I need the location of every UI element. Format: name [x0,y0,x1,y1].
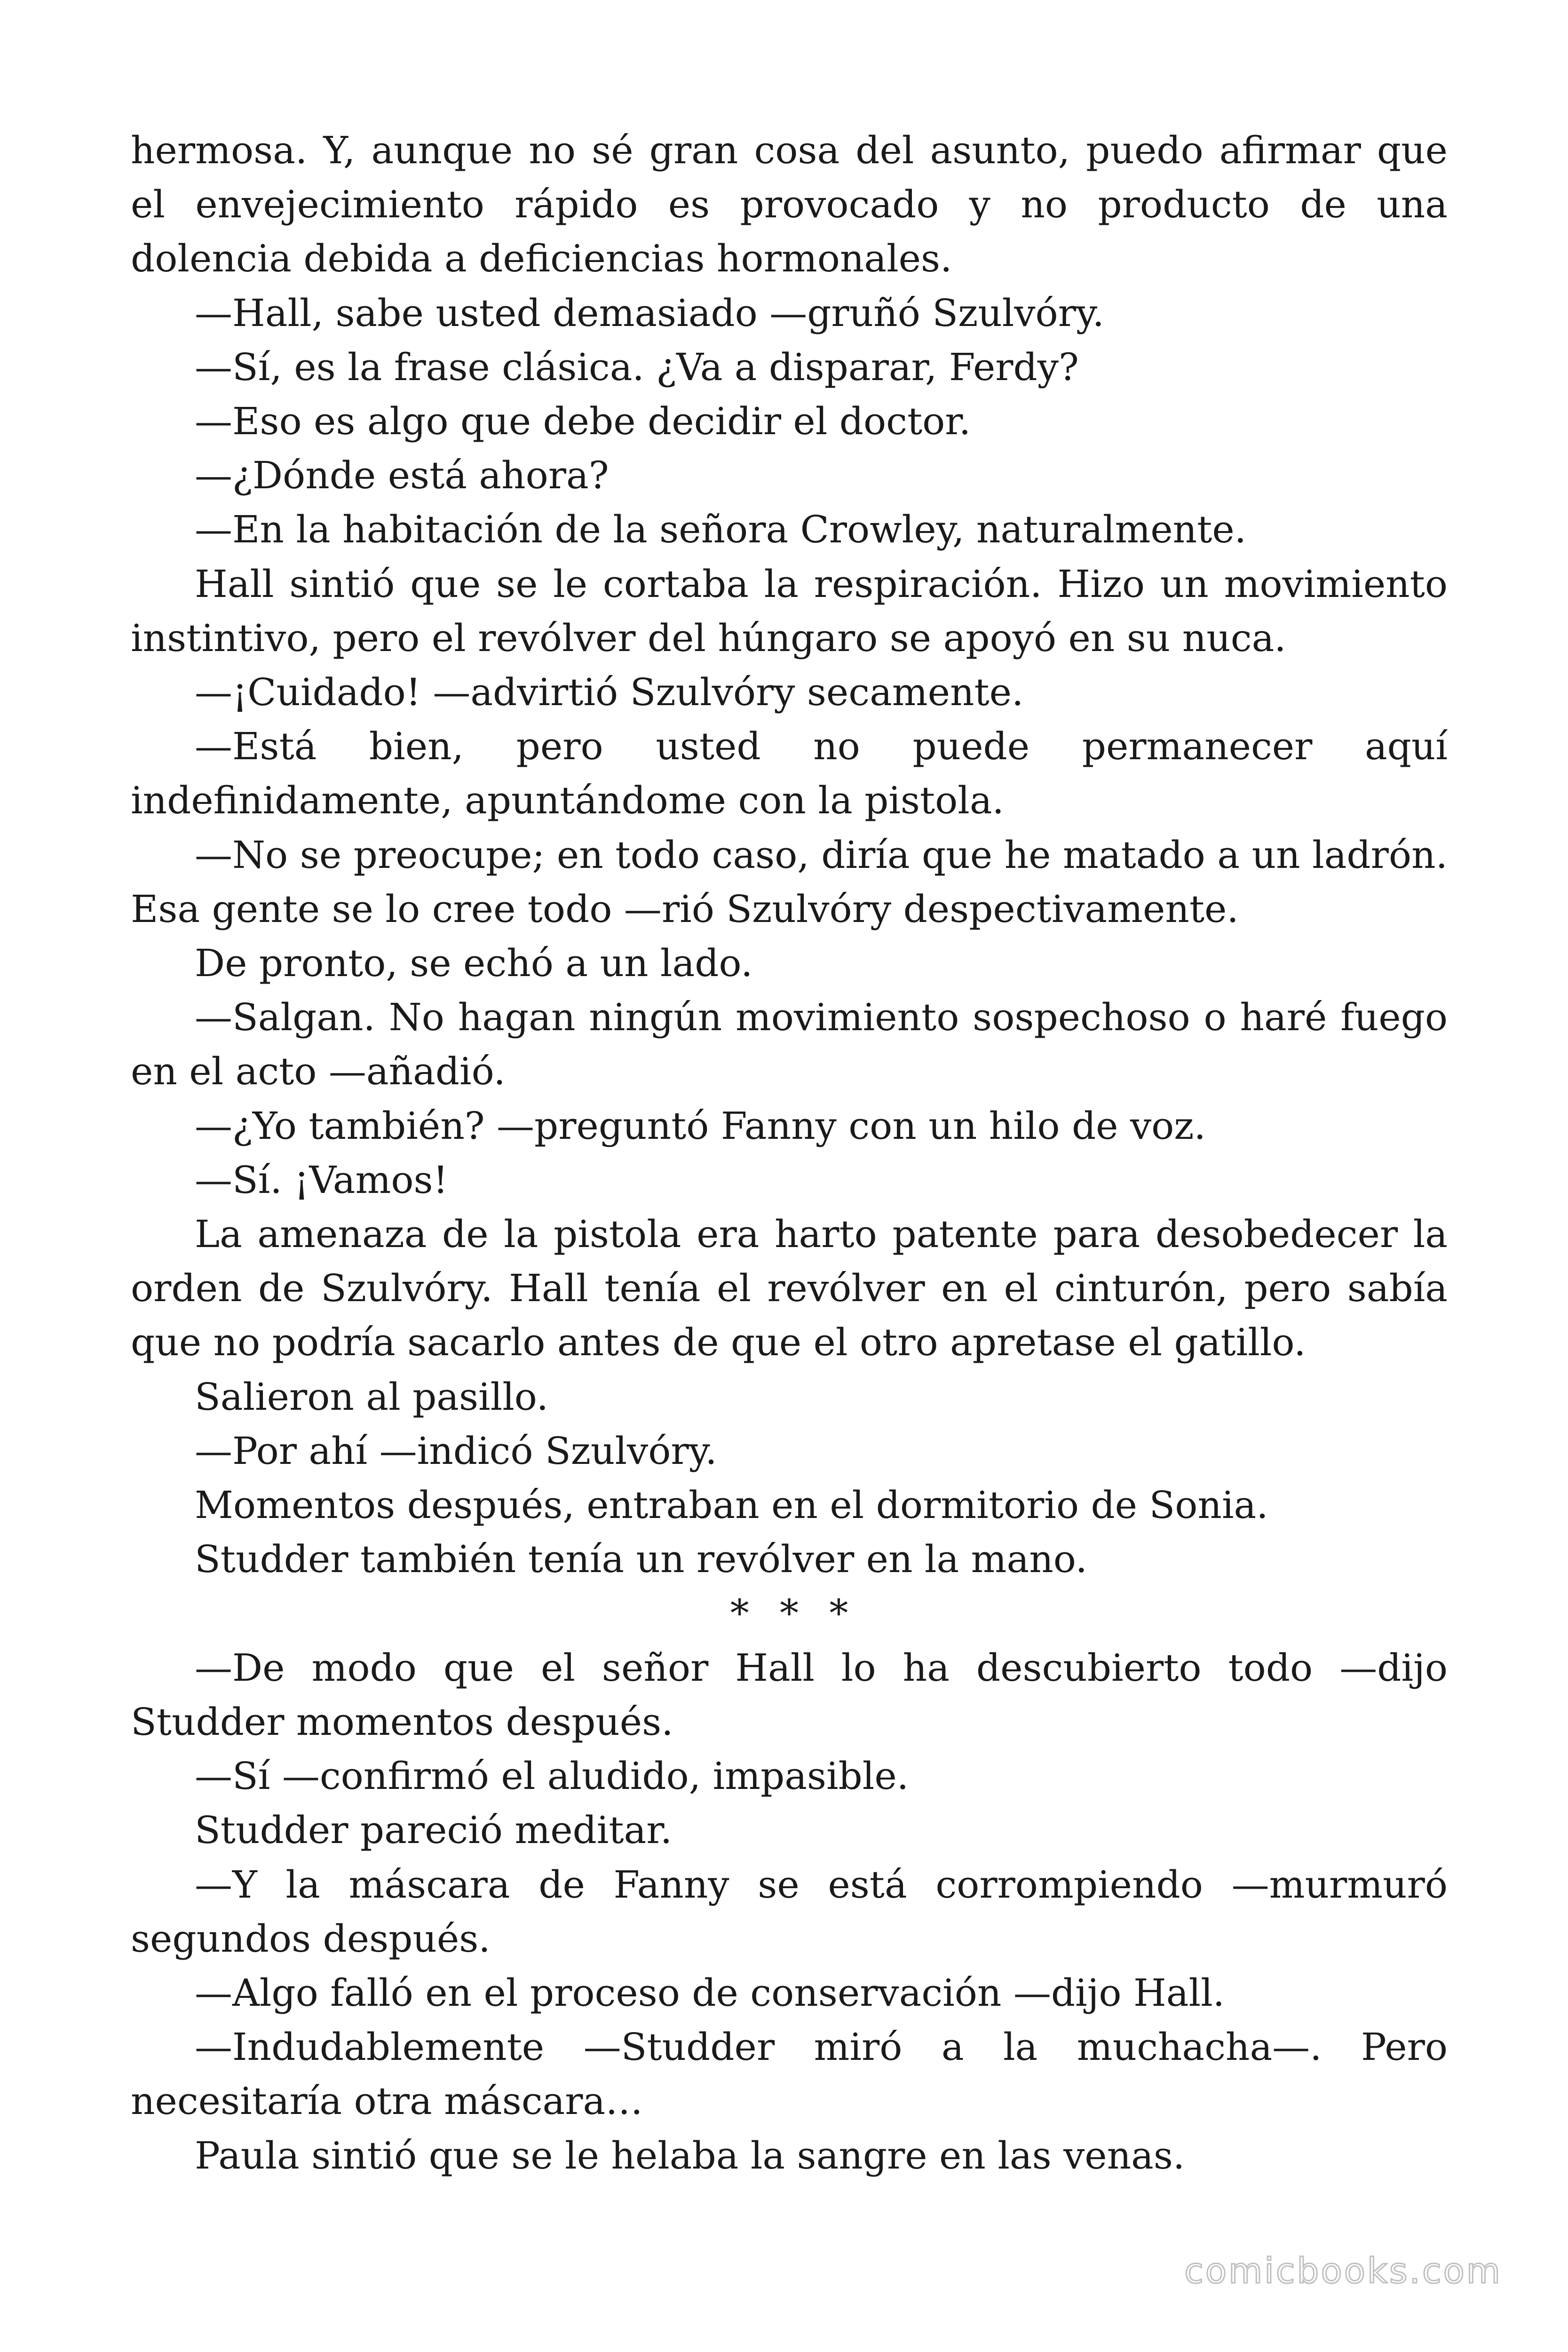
paragraph: —¡Cuidado! —advirtió Szulvóry secamente. [195,670,1024,715]
site-watermark: comicbooks.com [1184,2251,1502,2291]
paragraph: hermosa. Y, aunque no sé gran cosa del asunto, puedo afirmar que el envejecimiento rápido es provocado y no producto de una dolencia debida a deficiencias hormonales. [131,128,1448,281]
scene-break: * * * [730,1591,858,1636]
paragraph: Studder también tenía un revólver en la mano. [195,1537,1087,1581]
paragraph: —En la habitación de la señora Crowley, naturalmente. [195,508,1247,552]
paragraph: —Hall, sabe usted demasiado —gruñó Szulvóry. [195,291,1104,335]
paragraph: —¿Yo también? —preguntó Fanny con un hilo de voz. [195,1104,1206,1148]
paragraph: —¿Dónde está ahora? [195,453,609,498]
paragraph: —Salgan. No hagan ningún movimiento sospechoso o haré fuego en el acto —añadió. [131,995,1448,1094]
paragraph: Hall sintió que se le cortaba la respiración. Hizo un movimiento instintivo, pero el revólver del húngaro se apoyó en su nuca. [131,562,1448,660]
paragraph: Studder pareció meditar. [195,1808,673,1852]
paragraph: —Y la máscara de Fanny se está corrompiendo —murmuró segundos después. [131,1862,1448,1961]
paragraph: —Sí —confirmó el aludido, impasible. [195,1754,909,1798]
paragraph: De pronto, se echó a un lado. [195,941,753,985]
paragraph: —Indudablemente —Studder miró a la muchacha—. Pero necesitaría otra máscara… [131,2025,1448,2123]
paragraph: —Por ahí —indicó Szulvóry. [195,1429,717,1473]
paragraph: —Sí. ¡Vamos! [195,1158,448,1202]
paragraph: —Eso es algo que debe decidir el doctor. [195,399,971,444]
page-body-text [131,123,1448,2183]
paragraph: —De modo que el señor Hall lo ha descubierto todo —dijo Studder momentos después. [131,1645,1448,1744]
paragraph: Paula sintió que se le helaba la sangre en las venas. [195,2133,1185,2177]
paragraph: —Sí, es la frase clásica. ¿Va a disparar, Ferdy? [195,345,1079,389]
paragraph: Momentos después, entraban en el dormitorio de Sonia. [195,1483,1268,1527]
paragraph: —No se preocupe; en todo caso, diría que he matado a un ladrón. Esa gente se lo cree todo —rió Szulvóry despectivamente. [131,833,1448,931]
paragraph: La amenaza de la pistola era harto patente para desobedecer la orden de Szulvóry. Hall tenía el revólver en el cinturón, pero sabía que no podría sacarlo antes de que el otro apretase el gatillo. [131,1212,1448,1365]
paragraph: —Está bien, pero usted no puede permanecer aquí indefinidamente, apuntándome con la pistola. [131,724,1448,823]
paragraph: —Algo falló en el proceso de conservación —dijo Hall. [195,1971,1225,2015]
paragraph: Salieron al pasillo. [195,1375,548,1419]
